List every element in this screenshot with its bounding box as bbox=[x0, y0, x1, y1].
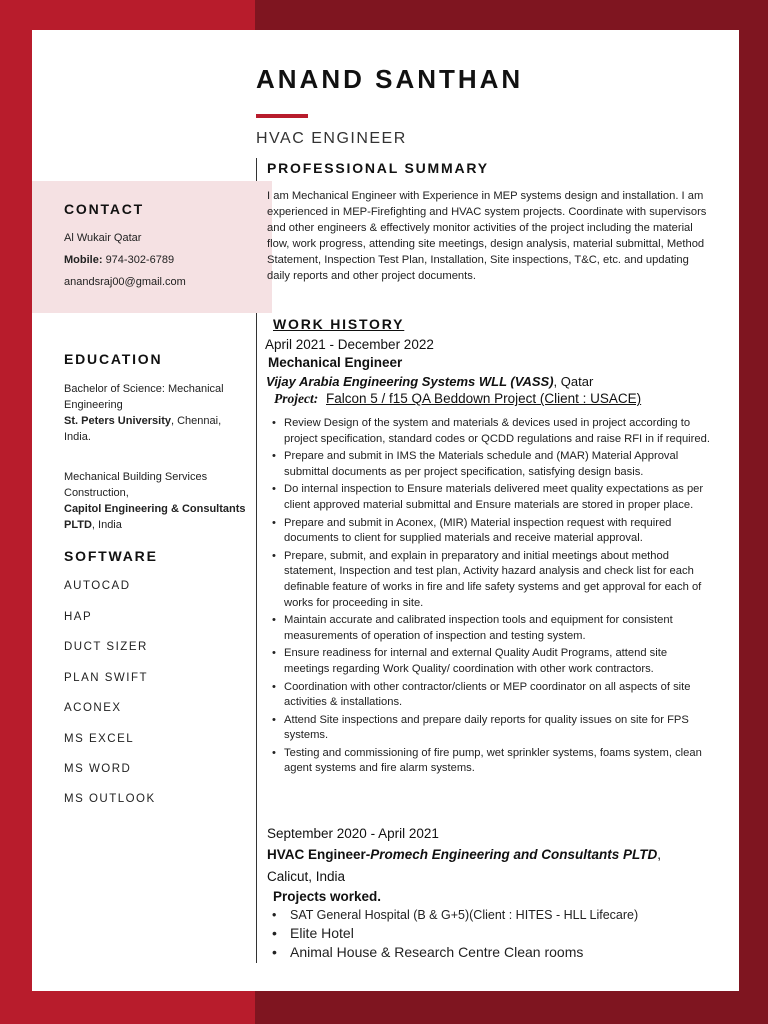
list-item: • Animal House & Research Centre Clean rooms bbox=[270, 943, 638, 962]
list-item: • SAT General Hospital (B & G+5)(Client : HITES - HLL Lifecare) bbox=[270, 906, 638, 924]
education-school: Capitol Engineering & Consultants PLTD bbox=[64, 503, 246, 531]
company-name: -Promech Engineering and Consultants PLTD bbox=[365, 847, 658, 862]
list-item: • Maintain accurate and calibrated inspection tools and equipment for consistent measurements of operation of inspection and testing system. bbox=[270, 613, 710, 644]
contact-email: anandsraj00@gmail.com bbox=[64, 276, 186, 288]
project-label: Project: bbox=[274, 391, 319, 406]
project-name: Falcon 5 / f15 QA Beddown Project (Client : USACE) bbox=[326, 391, 642, 406]
job-role: Mechanical Engineer bbox=[268, 355, 403, 370]
contact-heading: CONTACT bbox=[64, 201, 144, 217]
list-item: • Do internal inspection to Ensure materials delivered meet quality expectations as per client approved material submittal and Ensure materials are stored in proper place. bbox=[270, 482, 710, 513]
education-entry-2 bbox=[64, 469, 246, 533]
education-place: , Chennai, India. bbox=[64, 415, 222, 443]
education-heading: EDUCATION bbox=[64, 351, 163, 367]
job-role-company bbox=[267, 847, 661, 862]
software-item: MS OUTLOOK bbox=[64, 793, 156, 805]
education-degree: Mechanical Building Services Construction, bbox=[64, 471, 208, 499]
software-item: AUTOCAD bbox=[64, 580, 131, 592]
list-item: • Review Design of the system and materials & devices used in project according to project specification, standard codes or QCDD regulations and raise RFI in if required. bbox=[270, 416, 710, 447]
software-item: PLAN SWIFT bbox=[64, 672, 149, 684]
education-degree: Bachelor of Science: Mechanical Engineering bbox=[64, 383, 224, 411]
contact-location: Al Wukair Qatar bbox=[64, 232, 142, 244]
job-dates: April 2021 - December 2022 bbox=[265, 337, 434, 352]
job-project bbox=[274, 391, 641, 407]
mobile-label: Mobile: bbox=[64, 254, 103, 266]
company-location: , Qatar bbox=[553, 374, 594, 389]
projects-list bbox=[270, 906, 638, 962]
education-entry-1 bbox=[64, 381, 246, 445]
job-role: HVAC Engineer bbox=[267, 847, 366, 862]
software-item: MS EXCEL bbox=[64, 733, 135, 745]
name-accent-bar bbox=[256, 114, 308, 118]
job-duties-list bbox=[270, 416, 710, 779]
list-item: • Elite Hotel bbox=[270, 924, 638, 943]
summary-heading: PROFESSIONAL SUMMARY bbox=[267, 160, 489, 176]
list-item: • Coordination with other contractor/clients or MEP coordinator on all aspects of site activities & installations. bbox=[270, 680, 710, 711]
list-item: • Prepare and submit in IMS the Materials schedule and (MAR) Material Approval submittal documents as per project specification, satisfying design basis. bbox=[270, 449, 710, 480]
software-heading: SOFTWARE bbox=[64, 548, 158, 564]
software-item: ACONEX bbox=[64, 702, 122, 714]
job-company bbox=[266, 374, 593, 389]
list-item: • Attend Site inspections and prepare daily reports for quality issues on site for FPS systems. bbox=[270, 713, 710, 744]
work-history-heading: WORK HISTORY bbox=[273, 316, 405, 332]
company-suffix: , bbox=[657, 847, 662, 862]
contact-mobile bbox=[64, 252, 246, 268]
education-school: St. Peters University bbox=[64, 415, 171, 427]
job-location: Calicut, India bbox=[267, 869, 346, 884]
software-item: MS WORD bbox=[64, 763, 132, 775]
summary-text: I am Mechanical Engineer with Experience in MEP systems design and installation. I am experienced in MEP-Firefighting and HVAC system projects. Coordinate with supervisors and other engineers & effectively monitor activities of the project including the material flow, work progress, attending site meetings, design analysis, material submittal, Method Statement, Inspection Test Plan, Installation, Site inspections, T&C, etc. and updating daily reports and other project documents. bbox=[267, 190, 707, 282]
list-item: • Prepare and submit in Aconex, (MIR) Material inspection request with required documents to client for supplied materials and receive material approval. bbox=[270, 516, 710, 547]
list-item: • Testing and commissioning of fire pump, wet sprinkler systems, foams system, clean agent systems and fire alarm systems. bbox=[270, 746, 710, 777]
list-item: • Prepare, submit, and explain in preparatory and initial meetings about method statement, Inspection and test plan, Activity hazard analysis and check list for each definable feature of works in fire and life safety systems and get approval for each of works for proceeding in site. bbox=[270, 549, 710, 611]
software-item: DUCT SIZER bbox=[64, 641, 148, 653]
candidate-name: ANAND SANTHAN bbox=[256, 64, 524, 94]
list-item: • Ensure readiness for internal and external Quality Audit Programs, attend site meetings regarding Work Quality/ coordination with other work contractors. bbox=[270, 646, 710, 677]
company-name: Vijay Arabia Engineering Systems WLL (VASS) bbox=[266, 374, 554, 389]
job-title: HVAC ENGINEER bbox=[256, 130, 407, 147]
mobile-number: 974-302-6789 bbox=[105, 254, 175, 266]
education-place: , India bbox=[91, 519, 122, 531]
software-item: HAP bbox=[64, 611, 93, 623]
projects-worked-heading: Projects worked. bbox=[273, 889, 382, 904]
job-dates: September 2020 - April 2021 bbox=[267, 826, 439, 841]
